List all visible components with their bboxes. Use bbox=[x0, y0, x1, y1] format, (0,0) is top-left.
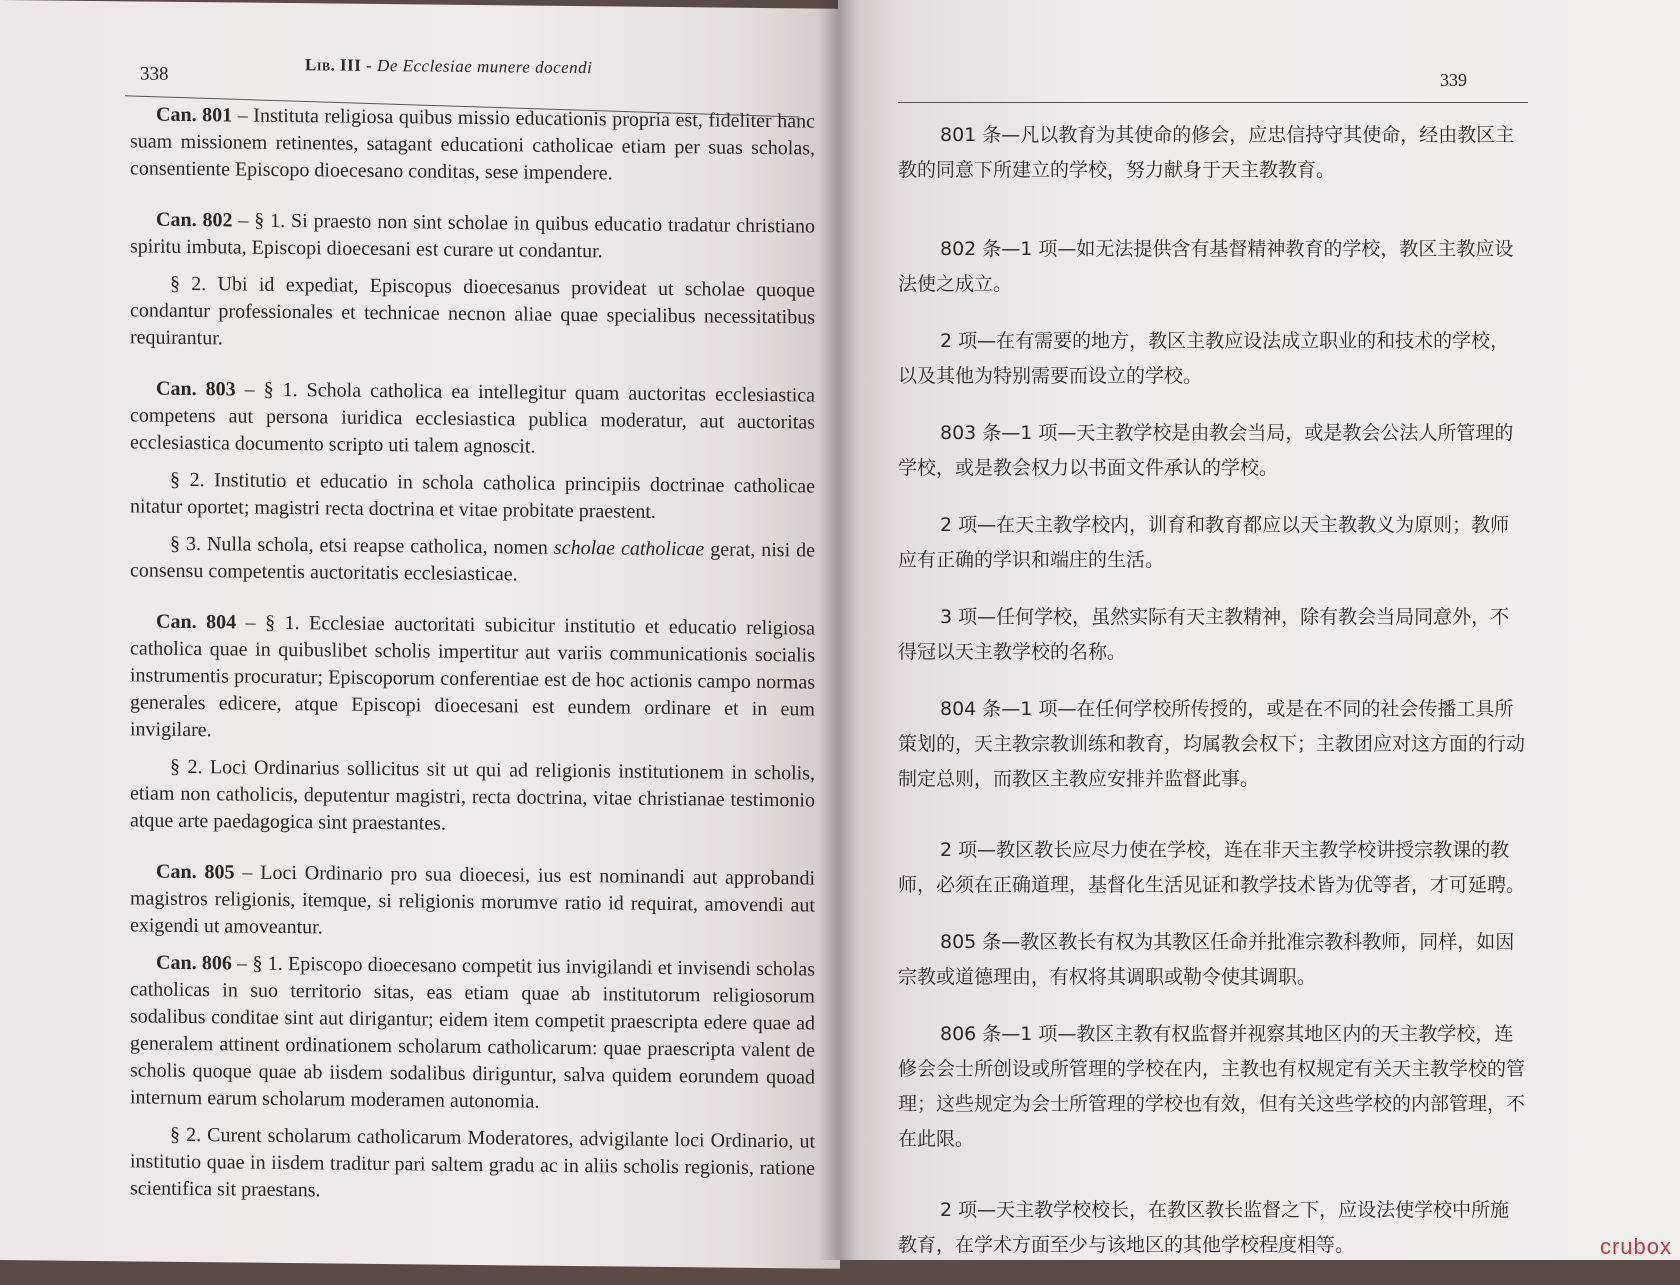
canon-text: – § 1. Ecclesiae auctoritati subicitur institutio et educatio religiosa catholica quae in quibuslibet scholis impertitur aut variis communicationis socialis instrumentis procuratur; Episcoporum conferentiae est de hoc actionis campo normas generales edicere, atque Episcopi dioecesani est eundem ordinare et in eum invigilare. bbox=[130, 611, 816, 742]
canon-number: Can. 803 bbox=[156, 377, 236, 401]
paragraph-806-2: 2 项—天主教学校校长，在教区教长监督之下，应设法使学校中所施教育，在学术方面至少与该地区的其他学校程度相等。 bbox=[898, 1199, 1510, 1256]
paragraph-802-1: 802 条—1 项—如无法提供含有基督精神教育的学校，教区主教应设法使之成立。 bbox=[898, 238, 1514, 295]
canon-803 bbox=[130, 375, 815, 591]
paragraph-803-2: 2 项—在天主教学校内，训育和教育都应以天主教教义为原则；教师应有正确的学识和端庄的生活。 bbox=[898, 514, 1510, 571]
paragraph-804-2: 2 项—教区教长应尽力使在学校，连在非天主教学校讲授宗教课的教师，必须在正确道理，基督化生活见证和教学技术皆为优等者，才可延聘。 bbox=[898, 839, 1526, 896]
chinese-text bbox=[898, 118, 1528, 1285]
running-head bbox=[305, 55, 592, 78]
canon-text: – § 1. Episcopo dioecesano competit ius invigilandi et invisendi scholas catholicas in suo territorio sitas, eas etiam quae ab institutorum religiosorum sodalibus conditae sint aut dirigantur; eidem item competit praescripta edere quae ad generalem attinent ordinationem scholarum catholicarum: quae praescripta valent de scholis quoque quae ab iisdem sodalibus diriguntur, salva quidem eorundem quoad internum earum scholarum moderamen autonomia. bbox=[130, 952, 815, 1113]
canon-paragraph: § 2. Ubi id expediat, Episcopus dioecesanus provideat ut scholae quoque condantur professionales et technicae necnon aliae quae specialibus necessitatibus requirantur. bbox=[130, 272, 815, 350]
canon-text: – Instituta religiosa quibus missio educationis propria est, fideliter hanc suam missionem retinentes, satagant educationi catholicae etiam per suas scholas, consentiente Episcopo dioecesano conditas, sese impendere. bbox=[130, 104, 815, 185]
canon-number: Can. 804 bbox=[156, 610, 237, 634]
emphasis: scholae catholicae bbox=[553, 536, 705, 561]
canon-number: Can. 805 bbox=[156, 860, 235, 884]
canon-806 bbox=[130, 949, 815, 1209]
running-head-title: - De Ecclesiae munere docendi bbox=[366, 55, 593, 78]
canon-text: – Loci Ordinario pro sua dioecesi, ius est nominandi aut approbandi magistros religionis, itemque, si religionis morumve ratio id requirat, amovendi aut exigendi ut amoveantur. bbox=[130, 861, 815, 939]
canon-paragraph: § 2. Loci Ordinarius sollicitus sit ut qui ad religionis institutionem in scholis, etiam non catholicis, deputentur magistri, recta doctrina, vitae christianae testimonio atque arte paedagogica sint praestantes. bbox=[130, 755, 815, 835]
paragraph-803-1: 803 条—1 项—天主教学校是由教会当局，或是教会公法人所管理的学校，或是教会权力以书面文件承认的学校。 bbox=[898, 422, 1514, 479]
latin-text bbox=[130, 101, 815, 1233]
canon-paragraph-part: § 3. Nulla schola, etsi reapse catholica, nomen bbox=[170, 532, 548, 559]
canon-805 bbox=[130, 858, 815, 946]
canon-number: Can. 806 bbox=[156, 951, 232, 975]
canon-paragraph-part: gerat, nisi de consensu competentis auctoritatis ecclesiasticae. bbox=[130, 538, 816, 586]
paragraph-802-2: 2 项—在有需要的地方，教区主教应设法成立职业的和技术的学校，以及其他为特别需要而设立的学校。 bbox=[898, 330, 1510, 387]
canon-paragraph bbox=[130, 530, 815, 591]
page-number-left: 338 bbox=[140, 63, 169, 85]
canon-paragraph: § 2. Institutio et educatio in schola catholica principiis doctrinae catholicae nitatur oportet; magistri recta doctrina et vitae probitate praestent. bbox=[130, 468, 815, 523]
canon-number: Can. 801 bbox=[156, 103, 233, 127]
canon-801 bbox=[130, 101, 815, 189]
page-number-right: 339 bbox=[1440, 70, 1467, 90]
paragraph-804-1: 804 条—1 项—在任何学校所传授的，或是在不同的社会传播工具所策划的，天主教宗教训练和教育，均属教会权下；主教团应对这方面的行动制定总则，而教区主教应安排并监督此事。 bbox=[898, 698, 1526, 790]
left-page-header bbox=[140, 53, 800, 100]
canon-text: – § 1. Schola catholica ea intellegitur quam auctoritas ecclesiastica competens aut persona iuridica ecclesiastica publica moderatur, aut auctoritas ecclesiastica documento scripto uti talem agnoscit. bbox=[130, 378, 816, 458]
running-head-lib: Lib. III bbox=[305, 55, 362, 75]
paragraph-801: 801 条—凡以教育为其使命的修会，应忠信持守其使命，经由教区主教的同意下所建立的学校，努力献身于天主教教育。 bbox=[898, 124, 1515, 181]
canon-paragraph: § 2. Curent scholarum catholicarum Moderatores, advigilante loci Ordinario, ut institutio quae in iisdem traditur pari saltem gradu ac in aliis scholis regionis, ratione scientifica sit praestans. bbox=[130, 1123, 815, 1202]
canon-text: – § 1. Si praesto non sint scholae in quibus educatio tradatur christiano spiritu imbuta, Episcopi dioecesani est curare ut condantur. bbox=[130, 209, 816, 263]
canon-number: Can. 802 bbox=[156, 208, 233, 232]
watermark: crubox bbox=[1599, 1234, 1672, 1259]
paragraph-805: 805 条—教区教长有权为其教区任命并批准宗教科教师，同样，如因宗教或道德理由，有权将其调职或勒令使其调职。 bbox=[898, 931, 1515, 988]
header-rule-right bbox=[898, 102, 1528, 103]
canon-802 bbox=[130, 206, 815, 358]
left-page bbox=[0, 0, 840, 1269]
paragraph-803-3: 3 项—任何学校，虽然实际有天主教精神，除有教会当局同意外，不得冠以天主教学校的名称。 bbox=[898, 606, 1510, 663]
book-gutter bbox=[818, 0, 858, 1260]
canon-804 bbox=[130, 608, 815, 841]
paragraph-806-1: 806 条—1 项—教区主教有权监督并视察其地区内的天主教学校，连修会会士所创设或所管理的学校在内，主教也有权规定有关天主教学校的管理；这些规定为会士所管理的学校也有效，但有关这些学校的内部管理，不在此限。 bbox=[898, 1023, 1526, 1150]
